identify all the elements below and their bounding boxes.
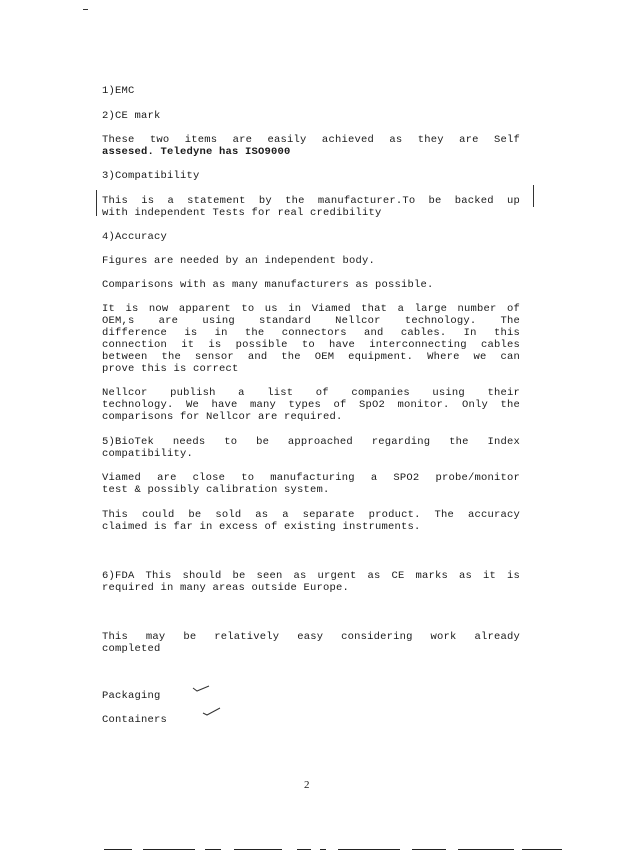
fda-line-1: 6)FDA This should be seen as urgent as CE marks as it is	[102, 570, 520, 582]
self-assessed-line-2: assesed. Teledyne has ISO9000	[102, 146, 291, 158]
biotek-line-1: 5)BioTek needs to be approached regarding the Index	[102, 436, 520, 448]
page-number: 2	[304, 779, 310, 791]
packaging-label: Packaging	[102, 690, 161, 702]
scan-edge-line	[338, 849, 400, 850]
scan-edge-line	[412, 849, 446, 850]
nellcor-line-1: Nellcor publish a list of companies using their	[102, 387, 520, 399]
margin-bracket-right	[533, 185, 534, 207]
viamed-line-2: OEM,s are using standard Nellcor technology. The	[102, 315, 520, 327]
scan-edge-line	[522, 849, 562, 850]
sold-line-1: This could be sold as a separate product. The accuracy	[102, 509, 520, 521]
viamed-line-1: It is now apparent to us in Viamed that a large number of	[102, 303, 520, 315]
viamed-line-5: between the sensor and the OEM equipment. Where we can	[102, 351, 520, 363]
sold-line-2: claimed is far in excess of existing instruments.	[102, 521, 421, 533]
probe-line-2: test & possibly calibration system.	[102, 484, 330, 496]
easy-line-2: completed	[102, 643, 161, 655]
containers-label: Containers	[102, 714, 168, 726]
scan-edge-line	[143, 849, 195, 850]
scan-speck	[83, 9, 88, 10]
self-assessed-line-1: These two items are easily achieved as they are Self	[102, 134, 520, 146]
heading-ce-mark: 2)CE mark	[102, 110, 161, 122]
viamed-line-6: prove this is correct	[102, 363, 239, 375]
comparisons-line: Comparisons with as many manufacturers as possible.	[102, 279, 434, 291]
easy-line-1: This may be relatively easy considering work already	[102, 631, 520, 643]
heading-compatibility: 3)Compatibility	[102, 170, 200, 182]
nellcor-line-3: comparisons for Nellcor are required.	[102, 411, 343, 423]
figures-line: Figures are needed by an independent body.	[102, 255, 376, 267]
nellcor-line-2: technology. We have many types of SpO2 monitor. Only the	[102, 399, 520, 411]
scan-edge-line	[297, 849, 311, 850]
scan-edge-line	[458, 849, 514, 850]
biotek-line-2: compatibility.	[102, 448, 194, 460]
statement-line-1: This is a statement by the manufacturer.To be backed up	[102, 195, 520, 207]
statement-line-2: with independent Tests for real credibility	[102, 207, 382, 219]
fda-line-2: required in many areas outside Europe.	[102, 582, 350, 594]
scan-edge-line	[320, 849, 326, 850]
margin-bracket-left	[96, 190, 97, 216]
viamed-line-4: connection it is possible to have interconnecting cables	[102, 339, 520, 351]
heading-accuracy: 4)Accuracy	[102, 231, 168, 243]
checkmark-icon	[202, 706, 222, 718]
heading-emc: 1)EMC	[102, 85, 135, 97]
viamed-line-3: difference is in the connectors and cables. In this	[102, 327, 520, 339]
probe-line-1: Viamed are close to manufacturing a SPO2 probe/monitor	[102, 472, 520, 484]
scan-edge-line	[205, 849, 221, 850]
scan-edge-line	[104, 849, 132, 850]
checkmark-icon	[192, 684, 212, 696]
scan-edge-line	[234, 849, 282, 850]
